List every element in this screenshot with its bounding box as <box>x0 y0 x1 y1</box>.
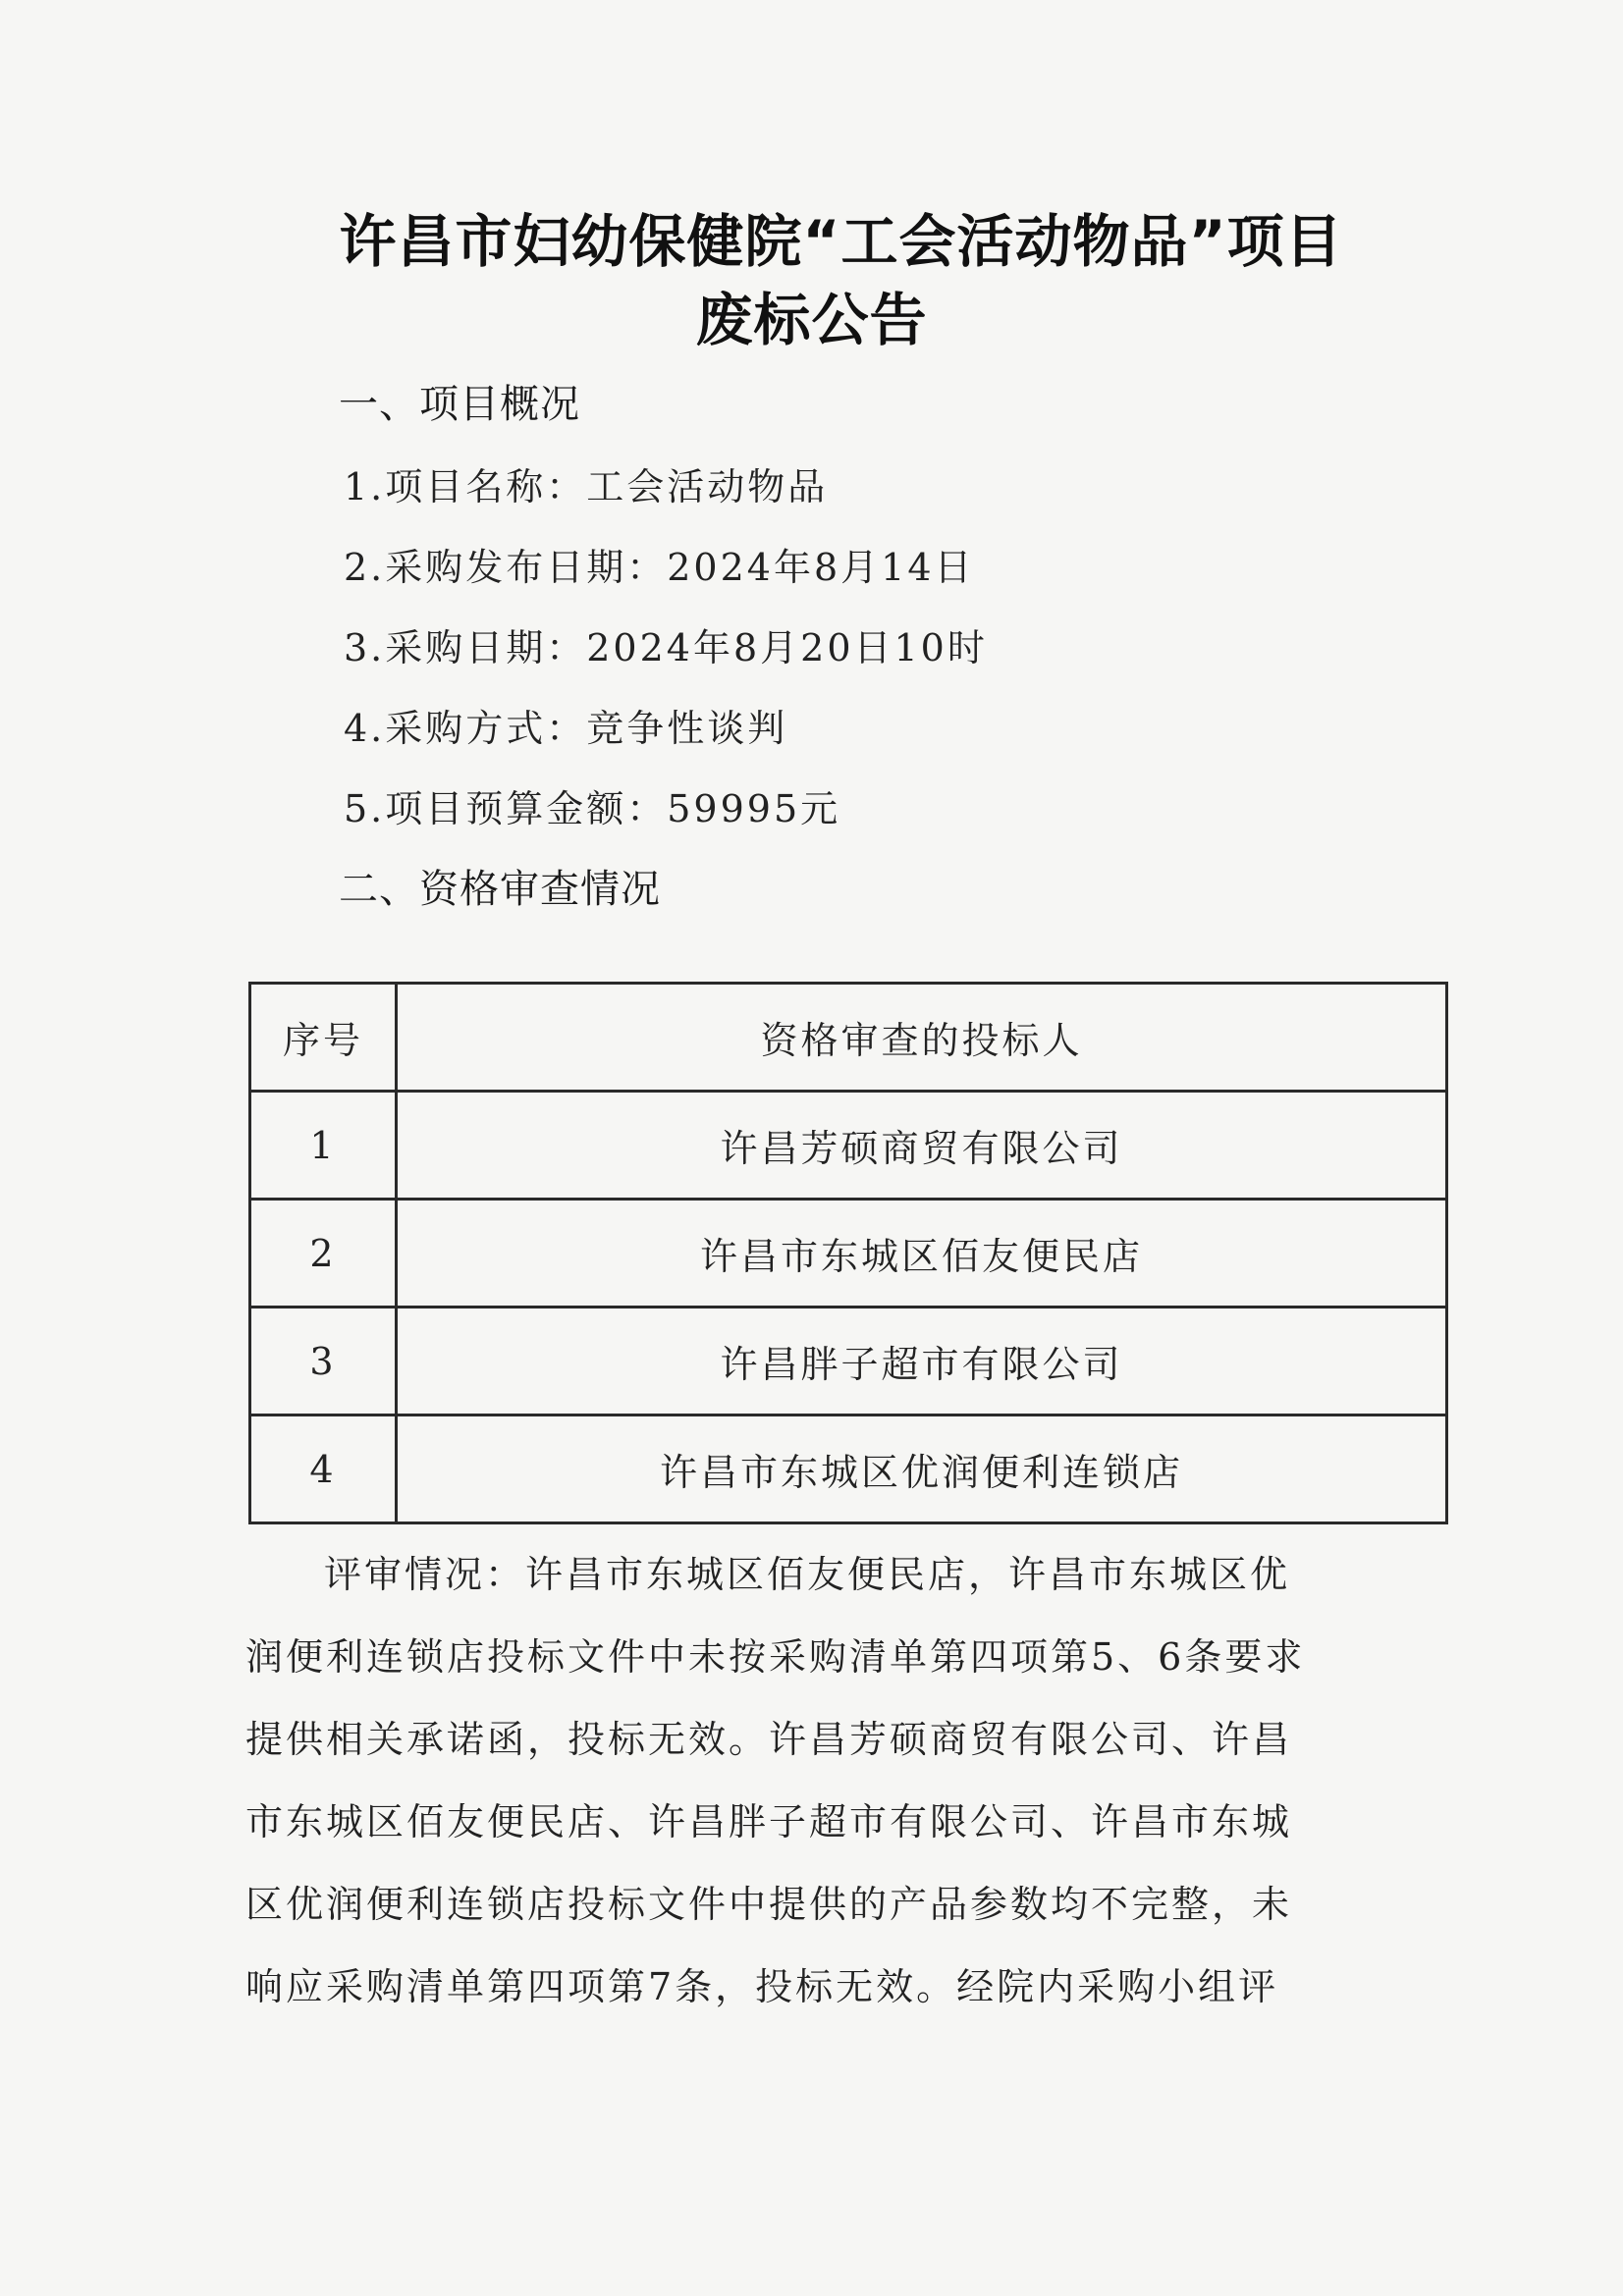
row-bidder-name: 许昌市东城区优润便利连锁店 <box>397 1415 1447 1523</box>
section-heading-project-overview: 一、项目概况 <box>339 382 580 427</box>
section-heading-qualification-review: 二、资格审查情况 <box>339 867 661 912</box>
row-bidder-name: 许昌芳硕商贸有限公司 <box>397 1092 1447 1200</box>
paragraph-line: 评审情况：许昌市东城区佰友便民店，许昌市东城区优 <box>324 1553 1291 1596</box>
paragraph-line: 提供相关承诺函，投标无效。许昌芳硕商贸有限公司、许昌 <box>245 1718 1293 1761</box>
row-serial-number: 4 <box>250 1415 397 1523</box>
paragraph-line: 市东城区佰友便民店、许昌胖子超市有限公司、许昌市东城 <box>245 1800 1293 1843</box>
header-serial-number: 序号 <box>250 984 397 1092</box>
document-title-line-1: 许昌市妇幼保健院“工会活动物品”项目 <box>339 208 1343 275</box>
table-row <box>250 1200 1447 1308</box>
procurement-method-item: 4.采购方式：竞争性谈判 <box>344 707 788 750</box>
review-result-paragraph <box>245 1533 1370 2028</box>
budget-amount-item: 5.项目预算金额：59995元 <box>344 787 841 830</box>
table-row <box>250 1308 1447 1415</box>
paragraph-line: 润便利连锁店投标文件中未按采购清单第四项第5、6条要求 <box>245 1635 1306 1679</box>
row-serial-number: 1 <box>250 1092 397 1200</box>
table-row <box>250 1092 1447 1200</box>
paragraph-line: 响应采购清单第四项第7条，投标无效。经院内采购小组评 <box>245 1965 1279 2008</box>
row-bidder-name: 许昌市东城区佰友便民店 <box>397 1200 1447 1308</box>
table-header-row <box>250 984 1447 1092</box>
row-serial-number: 3 <box>250 1308 397 1415</box>
row-bidder-name: 许昌胖子超市有限公司 <box>397 1308 1447 1415</box>
project-name-item: 1.项目名称：工会活动物品 <box>344 465 829 508</box>
row-serial-number: 2 <box>250 1200 397 1308</box>
header-bidder: 资格审查的投标人 <box>397 984 1447 1092</box>
document-title-line-2: 废标公告 <box>695 287 928 353</box>
procurement-date-item: 3.采购日期：2024年8月20日10时 <box>344 626 988 669</box>
publish-date-item: 2.采购发布日期：2024年8月14日 <box>344 546 975 589</box>
paragraph-line: 区优润便利连锁店投标文件中提供的产品参数均不完整，未 <box>245 1883 1293 1926</box>
qualified-bidders-table <box>248 982 1448 1524</box>
table-row <box>250 1415 1447 1523</box>
